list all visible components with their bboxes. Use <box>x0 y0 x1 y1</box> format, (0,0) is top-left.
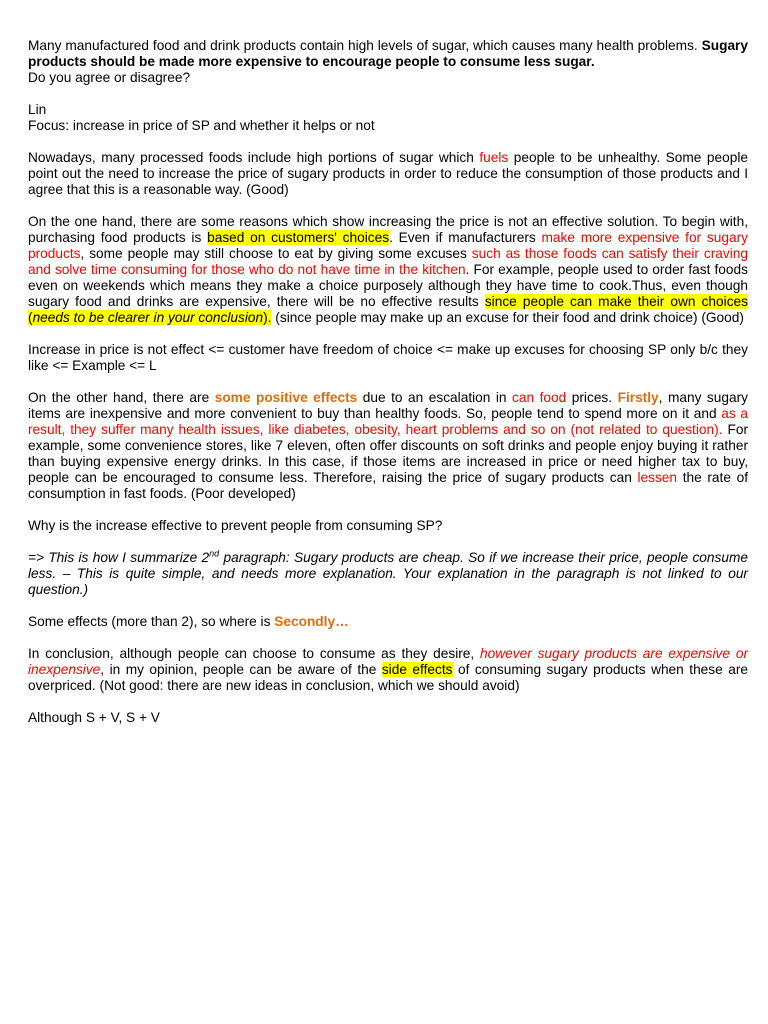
summary-comment <box>28 550 748 598</box>
prompt-bold-claim: Sugary products should be made more expensive to encourage people to consume less sugar. <box>28 38 748 69</box>
body1-text-2: . Even if manufacturers <box>389 230 542 245</box>
body-paragraph-2 <box>28 390 748 502</box>
intro-text-1: Nowadays, many processed foods include high portions of sugar which <box>28 150 480 165</box>
body1-highlight-1: based on customers' choices <box>207 230 390 245</box>
author-name: Lin <box>28 102 47 117</box>
body1-red-1: make more expensive for sugary products <box>28 230 748 261</box>
summary-text-2: paragraph: Sugary products are cheap. So if we increase their price, people consume less. – This is quite simple, and needs more explanation. Your explanation in the paragraph is not linked to our question.) <box>28 550 748 597</box>
body2-text-5: For example, some convenience stores, like 7 eleven, often offer discounts on soft drinks and people enjoy buying it rather than buying expensive energy drinks. In this case, if those items are increased in price or need higher tax to buy, people can be encouraged to consume less. Therefore, raising the price of sugary products can <box>28 422 749 485</box>
intro-paragraph <box>28 150 748 198</box>
body2-text-4: , many sugary items are inexpensive and more convenient to buy than healthy foods. So, people tend to spend more on it and <box>28 390 749 421</box>
conclusion-red-italic: however sugary products are expensive or inexpensive <box>28 646 748 677</box>
body2-red-2: as a result, they suffer many health issues, like diabetes, obesity, heart problems and so on (not related to question). <box>28 406 748 437</box>
body1-red-2: such as those foods can satisfy their craving and solve time consuming for those who do not have time in the kitchen <box>28 246 748 277</box>
body2-orange-1: some positive effects <box>214 390 358 405</box>
body2-orange-2: Firstly <box>617 390 659 405</box>
body1-text-3: , some people may still choose to eat by giving some excuses <box>80 246 472 261</box>
body-paragraph-1 <box>28 214 748 326</box>
focus-note: Focus: increase in price of SP and whether it helps or not <box>28 118 375 133</box>
body1-text-5: (since people may make up an excuse for their food and drink choice) (Good) <box>271 310 744 325</box>
body1-text-4: . For example, people used to order fast foods even on weekends which means they make a choice purposely although they have time to cook.Thus, even though sugary food and drinks are expensive, there will be no effective results <box>28 262 748 309</box>
intro-marked-word: fuels <box>479 150 509 165</box>
structure-note: Although S + V, S + V <box>28 710 160 725</box>
summary-superscript: nd <box>209 548 220 559</box>
body1-text-1: On the one hand, there are some reasons which show increasing the price is not an effective solution. To begin with, purchasing food products is <box>28 214 748 245</box>
body2-text-6: the rate of consumption in fast foods. (Poor developed) <box>28 470 749 501</box>
body2-text-3: prices. <box>566 390 618 405</box>
body2-red-3: lessen <box>637 470 678 485</box>
conclusion-text-2: , in my opinion, people can be aware of the <box>100 662 382 677</box>
body2-text-1: On the other hand, there are <box>28 390 215 405</box>
prompt-statement <box>28 38 748 70</box>
prompt-question: Do you agree or disagree? <box>28 70 191 85</box>
intro-text-2: people to be unhealthy. Some people point out the need to increase the price of sugary products in order to reduce the consumption of those products and I agree that this is a reasonable way. (Good) <box>28 150 748 197</box>
effects-secondly: Secondly… <box>274 614 349 629</box>
effects-text: Some effects (more than 2), so where is <box>28 614 275 629</box>
conclusion-text-3: of consuming sugary products when these are overpriced. (Not good: there are new ideas in conclusion, which we should avoid) <box>28 662 749 693</box>
body2-red-1: can food <box>512 390 567 405</box>
summary-text-1: => This is how I summarize 2 <box>28 550 210 565</box>
outline-note: Increase in price is not effect <= customer have freedom of choice <= make up excuses for choosing SP only b/c they like <= Example <= L <box>28 342 748 373</box>
conclusion-highlight: side effects <box>381 662 453 677</box>
body1-highlight-text: since people can make their own choices ( <box>28 294 748 325</box>
body2-text-2: due to an escalation in <box>357 390 513 405</box>
body1-highlight-end: ). <box>263 310 272 325</box>
prompt-text: Many manufactured food and drink products contain high levels of sugar, which causes many health problems. <box>28 38 702 53</box>
conclusion-text-1: In conclusion, although people can choose to consume as they desire, <box>28 646 481 661</box>
essay-document <box>28 38 748 742</box>
effects-note <box>28 614 748 630</box>
question-note: Why is the increase effective to prevent people from consuming SP? <box>28 518 443 533</box>
conclusion-paragraph <box>28 646 748 694</box>
body1-comment: needs to be clearer in your conclusion <box>32 310 264 325</box>
